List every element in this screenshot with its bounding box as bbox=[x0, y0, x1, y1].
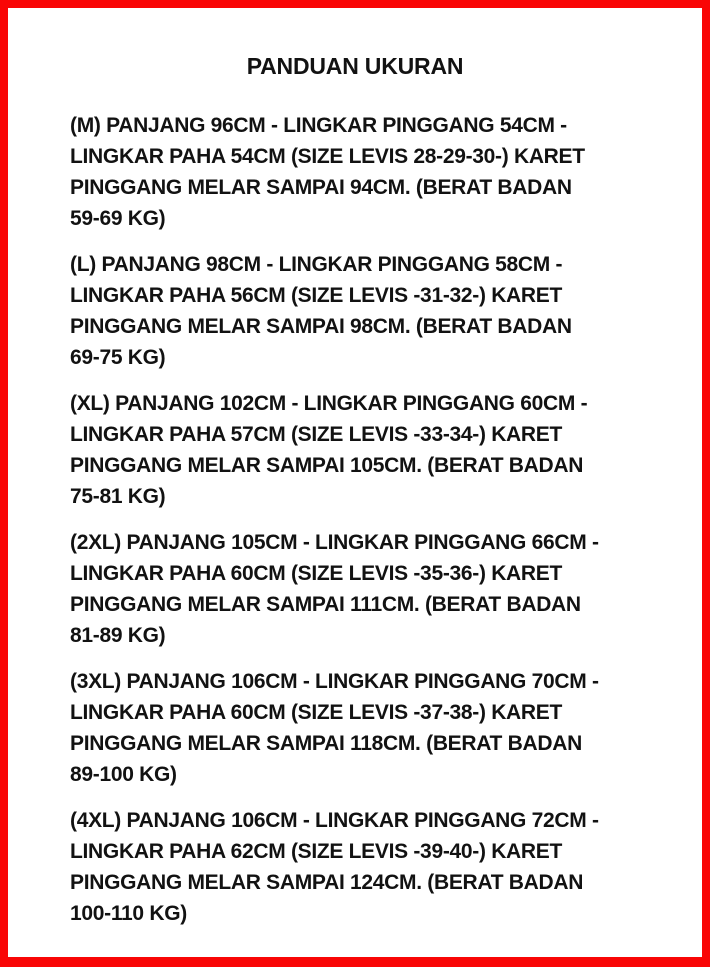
size-line: 59-69 KG) bbox=[70, 207, 166, 230]
size-line: LINGKAR PAHA 62CM (SIZE LEVIS -39-40-) KARET bbox=[70, 840, 563, 863]
size-paragraph-3xl bbox=[70, 666, 640, 790]
size-line: 89-100 KG) bbox=[70, 763, 177, 786]
size-line: (4XL) PANJANG 106CM - LINGKAR PINGGANG 72CM - bbox=[70, 809, 599, 832]
size-line: PINGGANG MELAR SAMPAI 105CM. (BERAT BADAN bbox=[70, 454, 584, 477]
size-sections bbox=[70, 110, 640, 929]
size-paragraph-2xl bbox=[70, 527, 640, 651]
size-line: (XL) PANJANG 102CM - LINGKAR PINGGANG 60CM - bbox=[70, 392, 588, 415]
size-paragraph-4xl bbox=[70, 805, 640, 929]
size-line: PINGGANG MELAR SAMPAI 94CM. (BERAT BADAN bbox=[70, 176, 572, 199]
size-line: 100-110 KG) bbox=[70, 902, 187, 925]
size-paragraph-m bbox=[70, 110, 640, 234]
size-line: PINGGANG MELAR SAMPAI 111CM. (BERAT BADAN bbox=[70, 593, 581, 616]
size-line: LINGKAR PAHA 56CM (SIZE LEVIS -31-32-) KARET bbox=[70, 284, 563, 307]
size-line: LINGKAR PAHA 57CM (SIZE LEVIS -33-34-) KARET bbox=[70, 423, 563, 446]
size-guide-content bbox=[8, 8, 702, 929]
size-line: PINGGANG MELAR SAMPAI 98CM. (BERAT BADAN bbox=[70, 315, 572, 338]
size-line: (2XL) PANJANG 105CM - LINGKAR PINGGANG 66CM - bbox=[70, 531, 599, 554]
size-line: 75-81 KG) bbox=[70, 485, 166, 508]
page-title: PANDUAN UKURAN bbox=[246, 53, 464, 79]
size-line: PINGGANG MELAR SAMPAI 118CM. (BERAT BADAN bbox=[70, 732, 582, 755]
size-paragraph-l bbox=[70, 249, 640, 373]
size-line: (3XL) PANJANG 106CM - LINGKAR PINGGANG 70CM - bbox=[70, 670, 599, 693]
size-paragraph-xl bbox=[70, 388, 640, 512]
size-line: (L) PANJANG 98CM - LINGKAR PINGGANG 58CM - bbox=[70, 253, 563, 276]
size-line: LINGKAR PAHA 60CM (SIZE LEVIS -35-36-) KARET bbox=[70, 562, 563, 585]
size-line: LINGKAR PAHA 60CM (SIZE LEVIS -37-38-) KARET bbox=[70, 701, 563, 724]
size-line: 69-75 KG) bbox=[70, 346, 166, 369]
size-line: (M) PANJANG 96CM - LINGKAR PINGGANG 54CM - bbox=[70, 114, 567, 137]
size-line: 81-89 KG) bbox=[70, 624, 166, 647]
size-line: LINGKAR PAHA 54CM (SIZE LEVIS 28-29-30-) KARET bbox=[70, 145, 585, 168]
size-line: PINGGANG MELAR SAMPAI 124CM. (BERAT BADAN bbox=[70, 871, 584, 894]
